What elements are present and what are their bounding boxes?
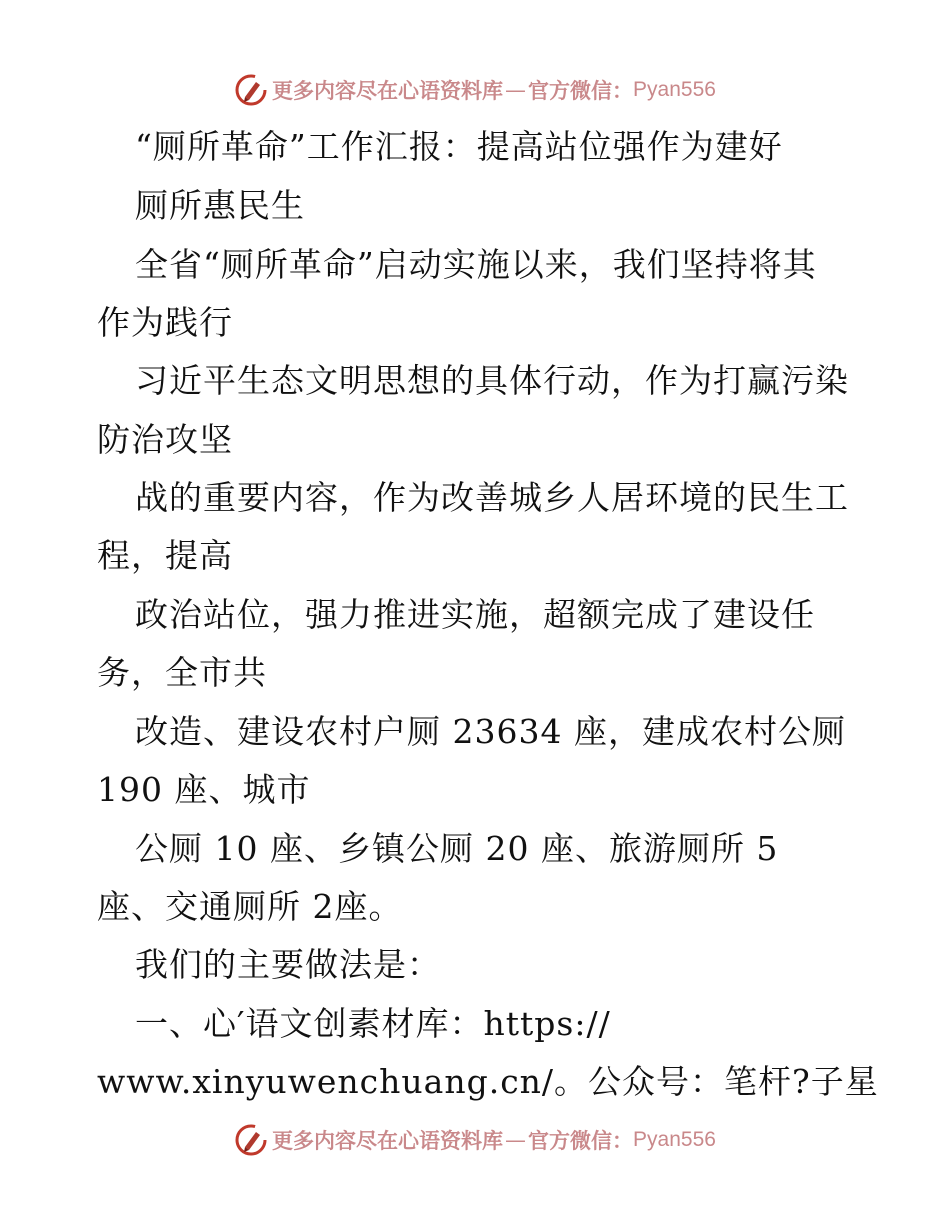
paragraph-line: 190 座、城市	[97, 770, 311, 809]
paragraph-line: 座、交通厕所 2座。	[97, 887, 403, 926]
watermark-text: 更多内容尽在心语资料库	[272, 79, 504, 103]
paragraph-line: 战的重要内容，作为改善城乡人居环境的民生工	[135, 478, 849, 517]
paragraph-line: 防治攻坚	[97, 420, 233, 459]
paragraph-line: 作为践行	[97, 303, 233, 342]
paragraph-line: 改造、建设农村户厕 23634 座，建成农村公厕	[135, 712, 846, 751]
watermark-banner-bottom	[0, 1120, 950, 1160]
watermark-dash: —	[505, 1128, 527, 1152]
paragraph-line: 习近平生态文明思想的具体行动，作为打赢污染	[135, 361, 849, 400]
paragraph-line: 我们的主要做法是：	[135, 945, 441, 984]
paragraph-line: www.xinyuwenchuang.cn/。公众号：笔杆?子星	[97, 1062, 879, 1101]
pen-logo-icon	[234, 73, 268, 107]
document-title-line-1: “厕所革命”工作汇报：提高站位强作为建好	[135, 127, 783, 166]
paragraph-line: 公厕 10 座、乡镇公厕 20 座、旅游厕所 5	[135, 829, 779, 868]
watermark-handle: Pyan556	[633, 78, 716, 101]
paragraph-line: 政治站位，强力推进实施，超额完成了建设任	[135, 595, 815, 634]
watermark-suffix: 官方微信：	[528, 1129, 634, 1153]
pen-logo-icon	[234, 1123, 268, 1157]
watermark-handle: Pyan556	[633, 1128, 716, 1151]
watermark-text: 更多内容尽在心语资料库	[272, 1129, 504, 1153]
document-title-line-2: 厕所惠民生	[135, 186, 305, 225]
paragraph-line: 程，提高	[97, 536, 233, 575]
paragraph-line: 一、心′语文创素材库：https://	[135, 1004, 611, 1043]
paragraph-line: 全省“厕所革命”启动实施以来，我们坚持将其	[135, 245, 817, 284]
paragraph-line: 务，全市共	[97, 653, 267, 692]
watermark-dash: —	[505, 78, 527, 102]
watermark-banner-top	[0, 70, 950, 110]
watermark-suffix: 官方微信：	[528, 79, 634, 103]
